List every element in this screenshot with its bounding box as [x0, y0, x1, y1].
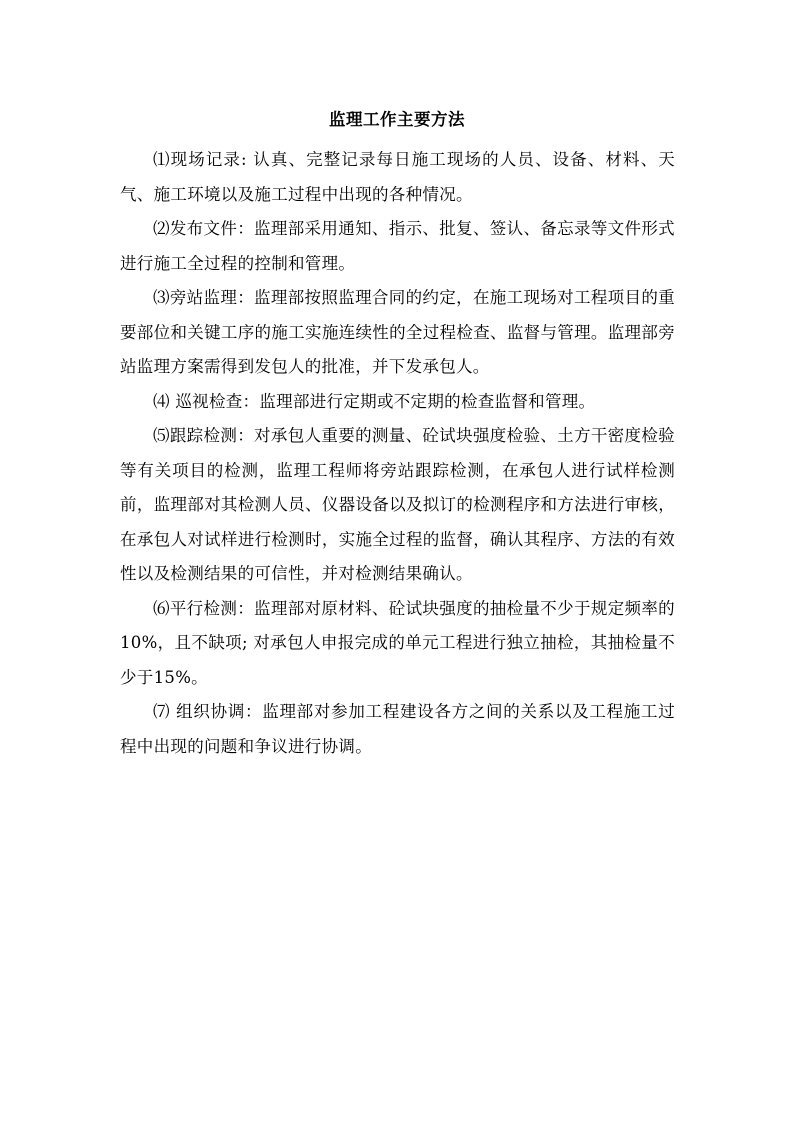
paragraph-onsite-supervision: ⑶旁站监理：监理部按照监理合同的约定，在施工现场对工程项目的重要部位和关键工序的施工实施连续性的全过程检查、监督与管理。监理部旁站监理方案需得到发包人的批准，并下发承包人。 — [120, 288, 675, 376]
paragraph-issue-documents: ⑵发布文件：监理部采用通知、指示、批复、签认、备忘录等文件形式进行施工全过程的控制和管理。 — [120, 219, 675, 273]
paragraph-parallel-testing: ⑹平行检测：监理部对原材料、砼试块强度的抽检量不少于规定频率的10%，且不缺项; 对承包人申报完成的单元工程进行独立抽检，其抽检量不少于15%。 — [120, 598, 675, 687]
paragraph-coordination: ⑺ 组织协调：监理部对参加工程建设各方之间的关系以及工程施工过程中出现的问题和争议进行协调。 — [120, 702, 675, 756]
paragraph-tracking-testing: ⑸跟踪检测：对承包人重要的测量、砼试块强度检验、土方干密度检验等有关项目的检测，监理工程师将旁站跟踪检测，在承包人进行试样检测前，监理部对其检测人员、仪器设备以及拟订的检测程序和方法进行审核，在承包人对试样进行检测时，实施全过程的监督，确认其程序、方法的有效性以及检测结果的可信性，并对检测结果确认。 — [120, 426, 675, 583]
paragraph-patrol-inspection: ⑷ 巡视检查：监理部进行定期或不定期的检查监督和管理。 — [153, 391, 596, 411]
page-title: 监理工作主要方法 — [329, 110, 465, 129]
paragraph-site-records: ⑴现场记录: 认真、完整记录每日施工现场的人员、设备、材料、天气、施工环境以及施工过程中出现的各种情况。 — [120, 150, 675, 204]
document-body — [120, 143, 675, 764]
